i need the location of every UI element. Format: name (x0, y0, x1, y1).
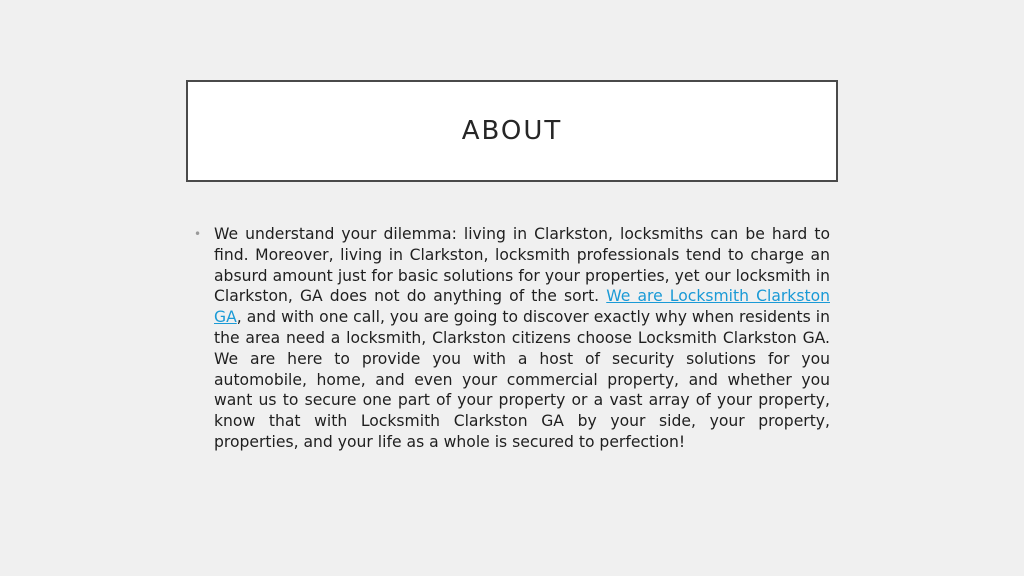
about-paragraph (214, 224, 830, 453)
paragraph-text-before-link: We understand your dilemma: living in Clarkston, locksmiths can be hard to find. Moreover, living in Clarkston, locksmith professionals tend to charge an absurd amount just for basic solutions for your properties, yet our locksmith in Clarkston, GA does not do anything of the sort. (214, 225, 830, 306)
paragraph-text-after-link: , and with one call, you are going to discover exactly why when residents in the area need a locksmith, Clarkston citizens choose Locksmith Clarkston GA. We are here to provide you with a host of security solutions for you automobile, home, and even your commercial property, and whether you want us to secure one part of your property or a vast array of your property, know that with Locksmith Clarkston GA by your side, your property, properties, and your life as a whole is secured to perfection! (214, 308, 830, 451)
locksmith-link[interactable]: We are Locksmith Clarkston GA (214, 287, 830, 327)
slide-title: ABOUT (461, 116, 563, 146)
bullet-item (190, 224, 830, 453)
slide-content (190, 224, 830, 453)
title-box (186, 80, 838, 182)
bullet-icon: • (194, 227, 202, 241)
